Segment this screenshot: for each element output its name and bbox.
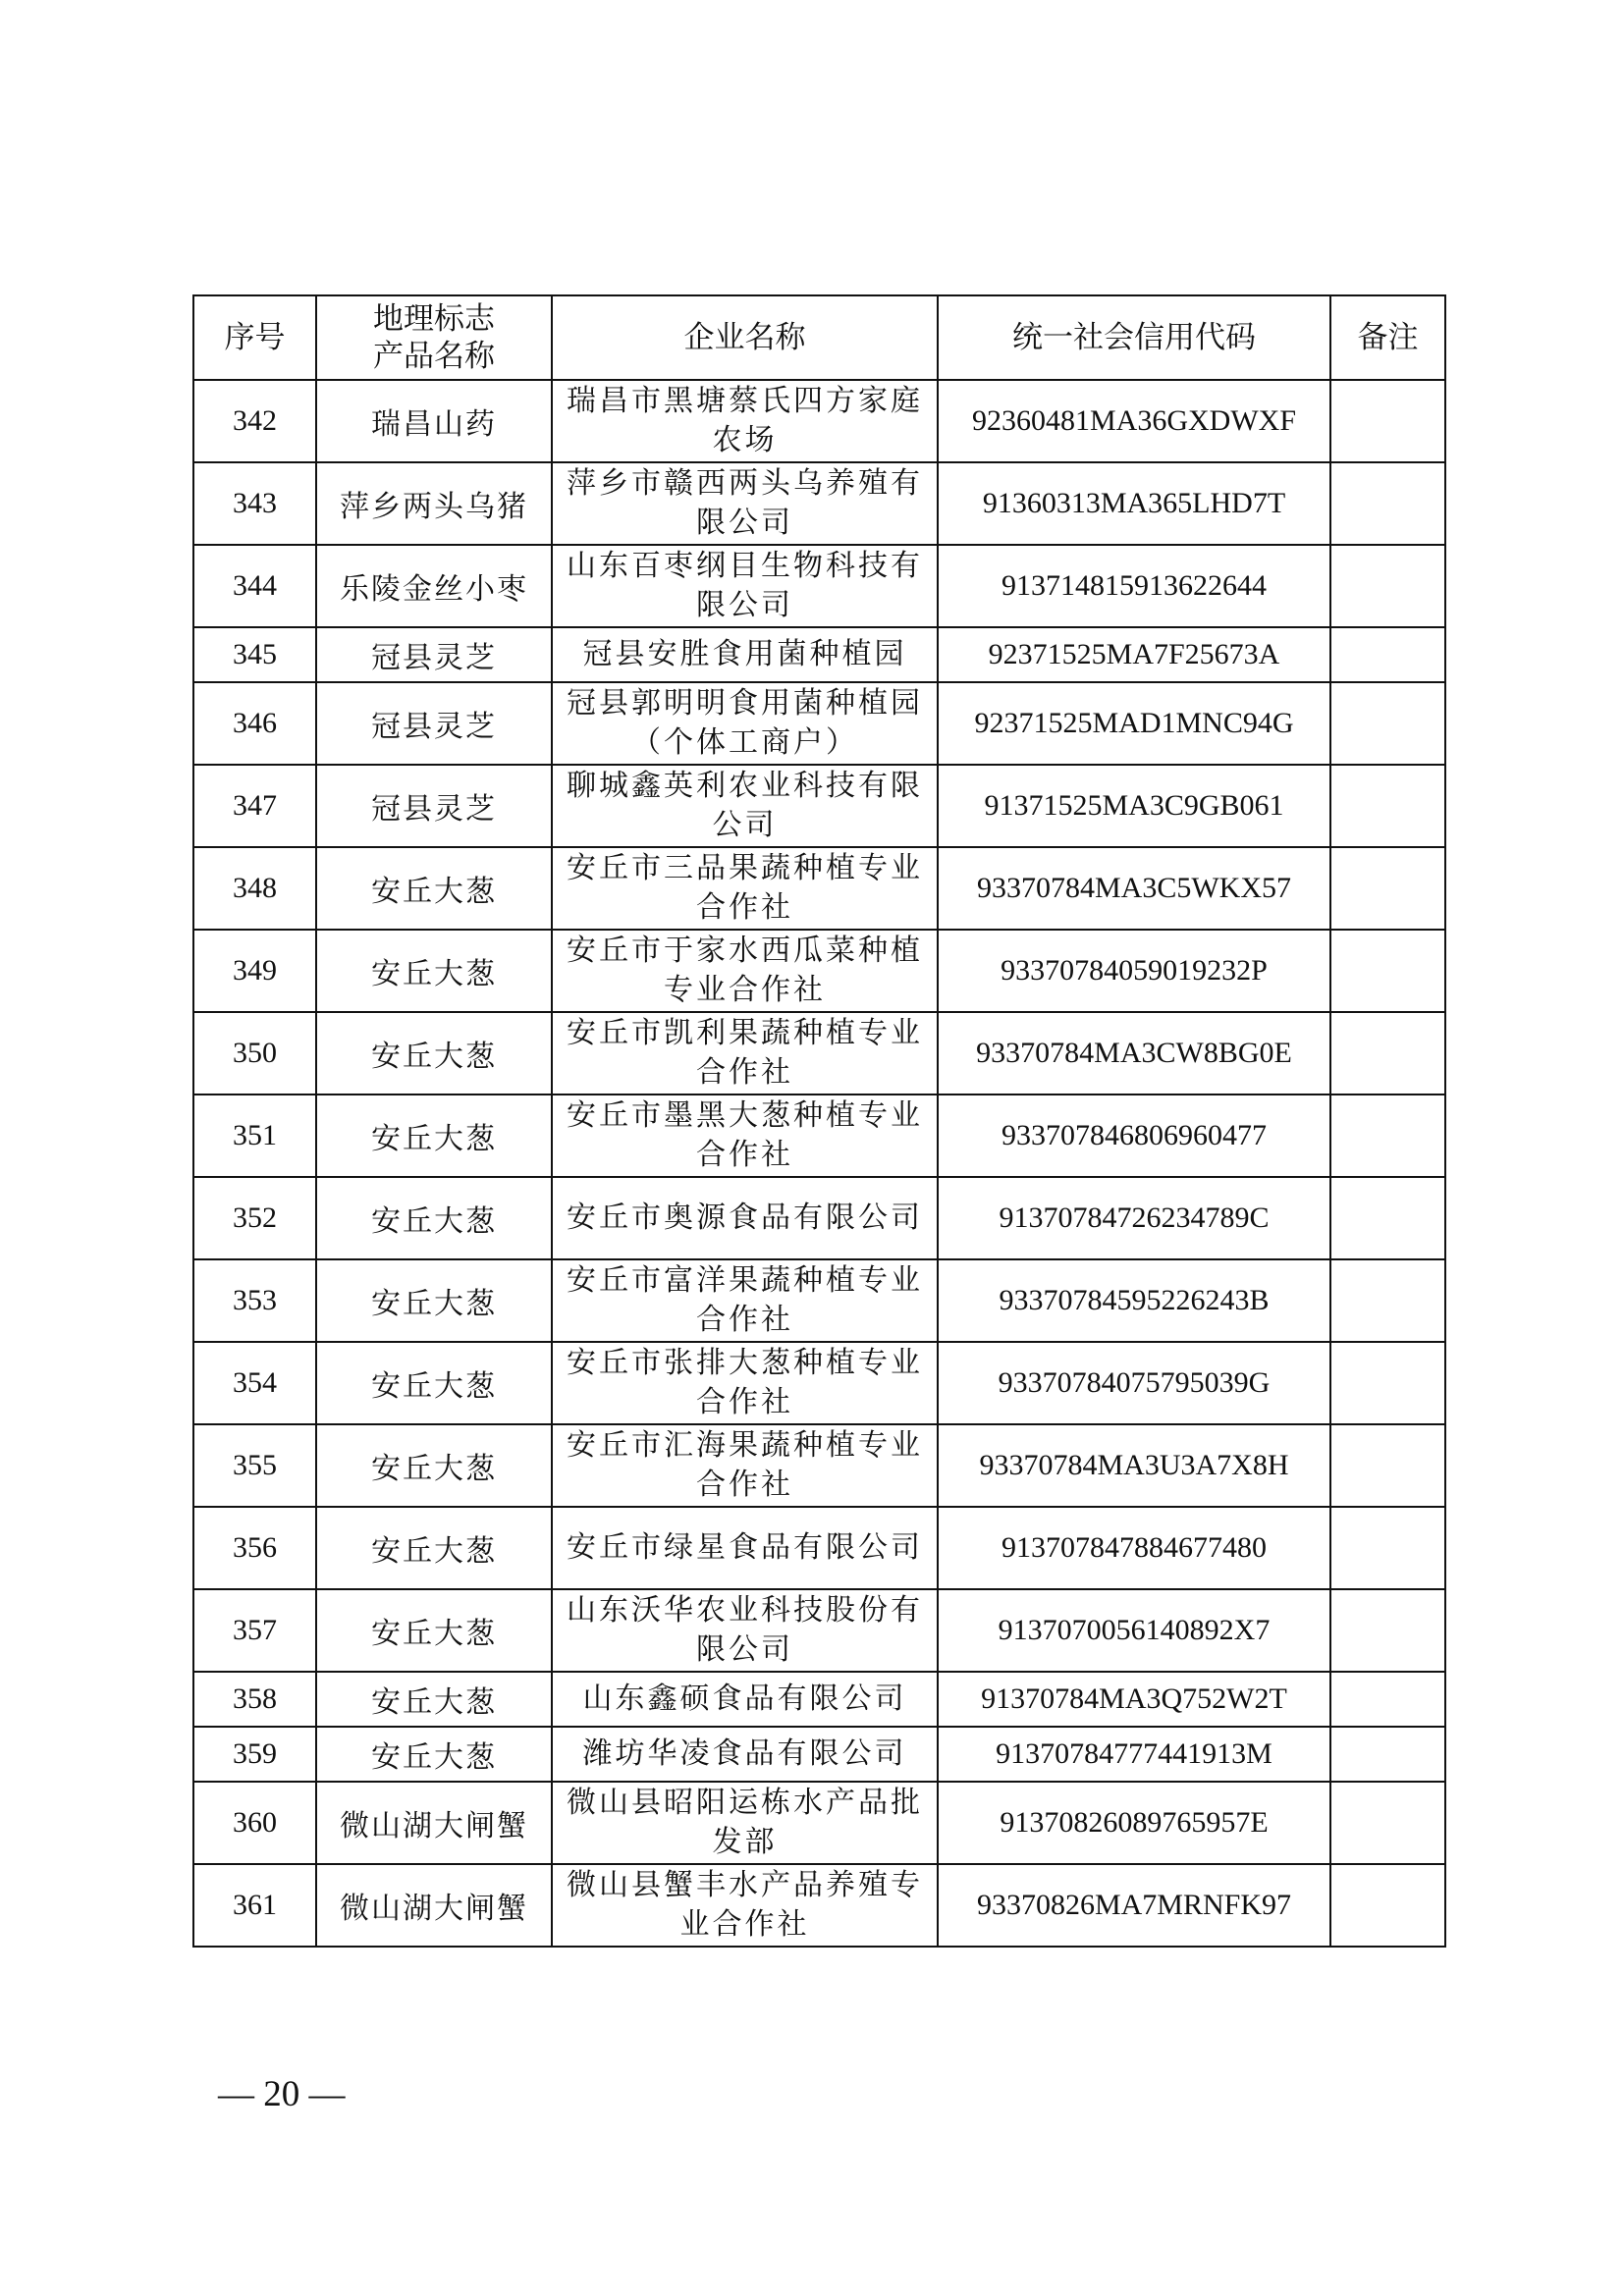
row-credit-code: 93370784MA3U3A7X8H [938,1424,1330,1507]
row-product: 安丘大葱 [316,1589,552,1672]
table-row [193,1012,1445,1095]
row-credit-code: 92371525MA7F25673A [938,627,1330,682]
row-enterprise: 安丘市凯利果蔬种植专业合作社 [552,1012,938,1095]
row-enterprise: 安丘市奥源食品有限公司 [552,1177,938,1259]
header-enterprise: 企业名称 [552,295,938,380]
row-remarks [1330,1012,1445,1095]
row-remarks [1330,1177,1445,1259]
row-remarks [1330,545,1445,627]
table-row [193,682,1445,765]
row-remarks [1330,1589,1445,1672]
row-enterprise: 微山县蟹丰水产品养殖专业合作社 [552,1864,938,1947]
table-row [193,545,1445,627]
row-product: 安丘大葱 [316,1259,552,1342]
header-remarks: 备注 [1330,295,1445,380]
row-enterprise: 安丘市三品果蔬种植专业合作社 [552,847,938,930]
row-enterprise: 潍坊华凌食品有限公司 [552,1727,938,1782]
row-remarks [1330,765,1445,847]
row-enterprise: 安丘市富洋果蔬种植专业合作社 [552,1259,938,1342]
row-product: 安丘大葱 [316,1012,552,1095]
row-index: 357 [193,1589,316,1672]
row-enterprise: 山东沃华农业科技股份有限公司 [552,1589,938,1672]
table-row [193,1727,1445,1782]
row-remarks [1330,682,1445,765]
row-remarks [1330,1727,1445,1782]
row-product: 安丘大葱 [316,1727,552,1782]
row-index: 358 [193,1672,316,1727]
row-product: 萍乡两头乌猪 [316,462,552,545]
row-index: 359 [193,1727,316,1782]
page-number: — 20 — [218,2074,346,2114]
header-credit-code: 统一社会信用代码 [938,295,1330,380]
row-enterprise: 瑞昌市黑塘蔡氏四方家庭农场 [552,380,938,462]
table-row [193,462,1445,545]
row-enterprise: 聊城鑫英利农业科技有限公司 [552,765,938,847]
row-credit-code: 93370784595226243B [938,1259,1330,1342]
row-enterprise: 安丘市墨黑大葱种植专业合作社 [552,1095,938,1177]
row-credit-code: 91371525MA3C9GB061 [938,765,1330,847]
row-product: 安丘大葱 [316,1424,552,1507]
row-credit-code: 933707846806960477 [938,1095,1330,1177]
enterprise-table [192,294,1446,1948]
row-enterprise: 萍乡市赣西两头乌养殖有限公司 [552,462,938,545]
table-row [193,1259,1445,1342]
row-enterprise: 安丘市绿星食品有限公司 [552,1507,938,1589]
row-credit-code: 92371525MAD1MNC94G [938,682,1330,765]
table-row [193,847,1445,930]
table-row [193,1507,1445,1589]
row-credit-code: 93370784MA3C5WKX57 [938,847,1330,930]
table-row [193,1782,1445,1864]
row-credit-code: 91370826089765957E [938,1782,1330,1864]
table-header-row [193,295,1445,380]
row-remarks [1330,1259,1445,1342]
row-product: 微山湖大闸蟹 [316,1782,552,1864]
row-remarks [1330,1342,1445,1424]
row-remarks [1330,627,1445,682]
row-credit-code: 9137070056140892X7 [938,1589,1330,1672]
row-index: 360 [193,1782,316,1864]
table-row [193,1177,1445,1259]
row-remarks [1330,1782,1445,1864]
row-product: 安丘大葱 [316,1177,552,1259]
row-index: 344 [193,545,316,627]
table-body [193,380,1445,1947]
row-remarks [1330,1864,1445,1947]
table-row [193,1672,1445,1727]
row-product: 冠县灵芝 [316,765,552,847]
row-enterprise: 微山县昭阳运栋水产品批发部 [552,1782,938,1864]
row-remarks [1330,1672,1445,1727]
row-index: 355 [193,1424,316,1507]
row-index: 346 [193,682,316,765]
row-index: 361 [193,1864,316,1947]
header-product-label: 地理标志 产品名称 [373,301,495,374]
row-credit-code: 93370826MA7MRNFK97 [938,1864,1330,1947]
row-index: 342 [193,380,316,462]
row-product: 安丘大葱 [316,847,552,930]
row-enterprise: 安丘市汇海果蔬种植专业合作社 [552,1424,938,1507]
row-index: 356 [193,1507,316,1589]
row-remarks [1330,1424,1445,1507]
row-product: 冠县灵芝 [316,627,552,682]
row-remarks [1330,462,1445,545]
row-enterprise: 山东鑫硕食品有限公司 [552,1672,938,1727]
row-credit-code: 91370784726234789C [938,1177,1330,1259]
row-product: 安丘大葱 [316,1342,552,1424]
row-credit-code: 93370784MA3CW8BG0E [938,1012,1330,1095]
row-enterprise: 冠县郭明明食用菌种植园（个体工商户） [552,682,938,765]
row-index: 349 [193,930,316,1012]
row-remarks [1330,1507,1445,1589]
table-row [193,765,1445,847]
row-product: 安丘大葱 [316,930,552,1012]
row-enterprise: 冠县安胜食用菌种植园 [552,627,938,682]
table-row [193,1424,1445,1507]
row-remarks [1330,1095,1445,1177]
row-index: 354 [193,1342,316,1424]
table-row [193,1095,1445,1177]
row-index: 348 [193,847,316,930]
row-product: 安丘大葱 [316,1507,552,1589]
row-credit-code: 913707847884677480 [938,1507,1330,1589]
row-index: 352 [193,1177,316,1259]
row-index: 345 [193,627,316,682]
row-credit-code: 93370784075795039G [938,1342,1330,1424]
table-row [193,1589,1445,1672]
row-product: 微山湖大闸蟹 [316,1864,552,1947]
row-credit-code: 913714815913622644 [938,545,1330,627]
row-index: 353 [193,1259,316,1342]
row-credit-code: 91370784777441913M [938,1727,1330,1782]
row-credit-code: 93370784059019232P [938,930,1330,1012]
row-credit-code: 91360313MA365LHD7T [938,462,1330,545]
row-credit-code: 91370784MA3Q752W2T [938,1672,1330,1727]
row-enterprise: 山东百枣纲目生物科技有限公司 [552,545,938,627]
table-row [193,627,1445,682]
table-row [193,380,1445,462]
row-product: 安丘大葱 [316,1672,552,1727]
row-index: 350 [193,1012,316,1095]
row-remarks [1330,847,1445,930]
row-product: 瑞昌山药 [316,380,552,462]
row-index: 347 [193,765,316,847]
row-index: 351 [193,1095,316,1177]
row-enterprise: 安丘市于家水西瓜菜种植专业合作社 [552,930,938,1012]
row-product: 冠县灵芝 [316,682,552,765]
row-remarks [1330,380,1445,462]
table-row [193,1342,1445,1424]
row-enterprise: 安丘市张排大葱种植专业合作社 [552,1342,938,1424]
header-product [316,295,552,380]
table-row [193,1864,1445,1947]
header-index: 序号 [193,295,316,380]
row-index: 343 [193,462,316,545]
row-remarks [1330,930,1445,1012]
table-row [193,930,1445,1012]
row-product: 乐陵金丝小枣 [316,545,552,627]
row-product: 安丘大葱 [316,1095,552,1177]
row-credit-code: 92360481MA36GXDWXF [938,380,1330,462]
